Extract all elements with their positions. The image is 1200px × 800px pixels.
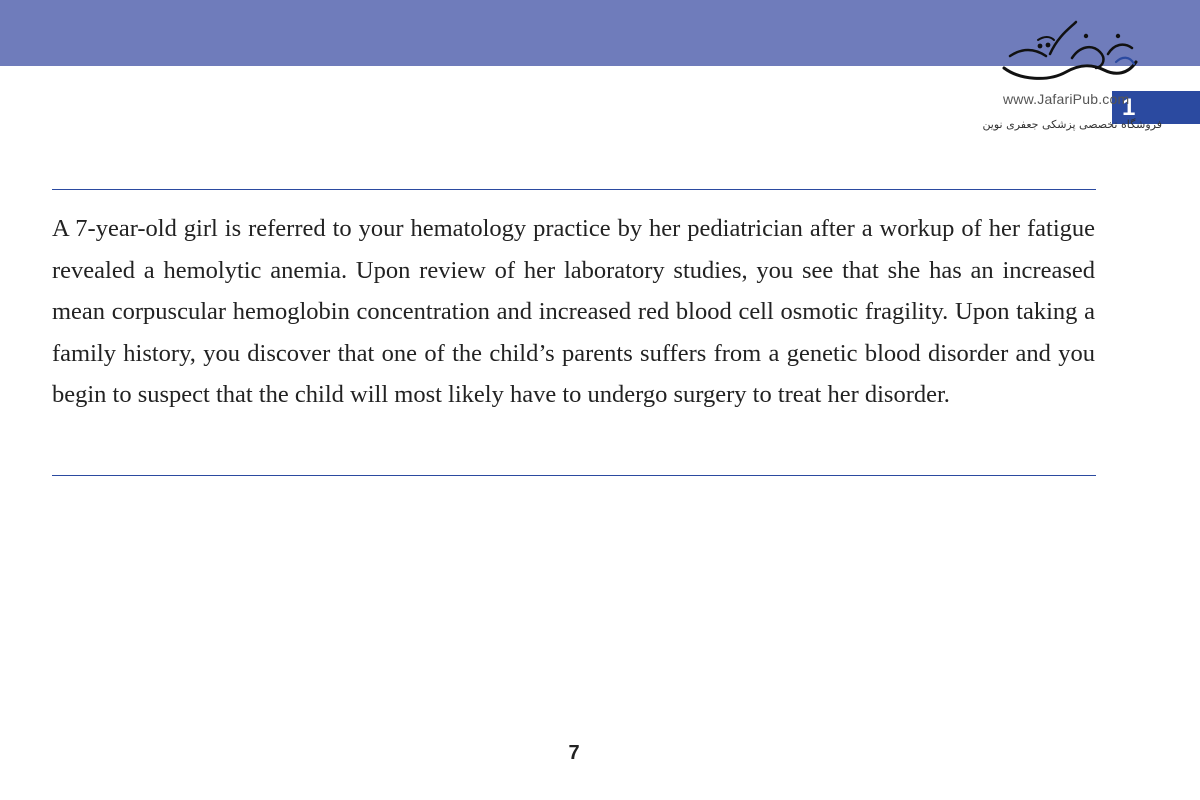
publisher-logo bbox=[1000, 18, 1140, 90]
bottom-divider bbox=[52, 475, 1096, 476]
case-paragraph: A 7-year-old girl is referred to your hematology practice by her pediatrician after a workup of her fatigue revealed a hemolytic anemia. Upon review of her laboratory studies, you see that she has an increased mean corpuscular hemoglobin concentration and increased red blood cell osmotic fragility. Upon taking a family history, you discover that one of the child’s parents suffers from a genetic blood disorder and you begin to suspect that the child will most likely have to undergo surgery to treat her disorder. bbox=[52, 215, 1095, 409]
chapter-number: 1 bbox=[1122, 94, 1136, 121]
jafaripub-calligraphy-logo-icon bbox=[1000, 18, 1140, 90]
top-divider bbox=[52, 189, 1096, 190]
publisher-url: www.JafariPub.com bbox=[1003, 91, 1130, 107]
page-number: 7 bbox=[568, 742, 580, 764]
publisher-subtitle: فروشگاه تخصصی پزشکی جعفری نوین bbox=[982, 118, 1162, 131]
